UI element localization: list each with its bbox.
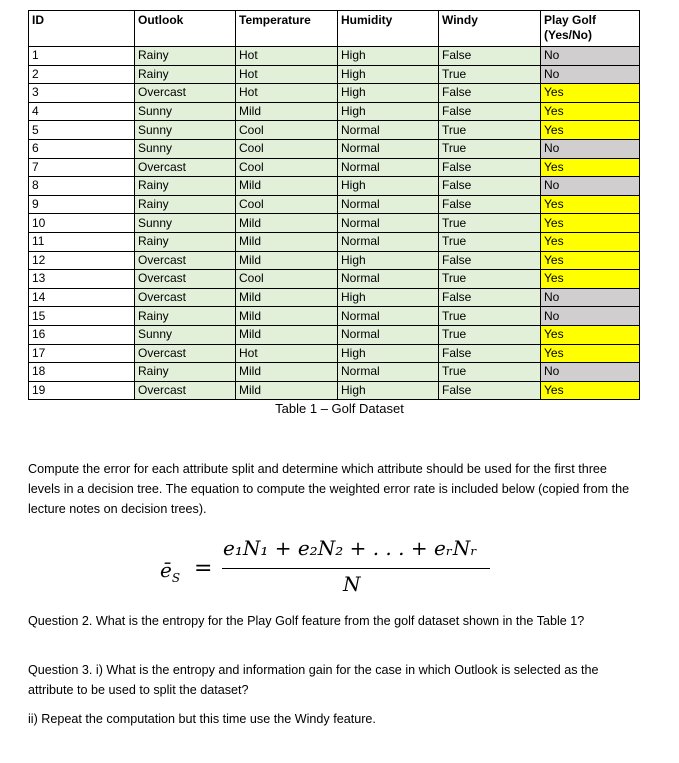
cell-temperature: Hot [236,344,338,363]
header-windy: Windy [439,11,541,47]
formula-fraction-bar [222,568,490,569]
cell-play-golf: Yes [541,251,640,270]
cell-windy: False [439,158,541,177]
cell-humidity: Normal [338,307,439,326]
question-3-part-i: Question 3. i) What is the entropy and information gain for the case in which Outlook is selected as the attribute to be used to split the dataset? [28,663,599,697]
table-row [29,344,640,363]
cell-id: 11 [29,232,135,251]
cell-temperature: Mild [236,232,338,251]
cell-temperature: Hot [236,84,338,103]
cell-windy: False [439,195,541,214]
cell-id: 10 [29,214,135,233]
cell-windy: True [439,139,541,158]
cell-play-golf: Yes [541,232,640,251]
cell-outlook: Rainy [135,47,236,66]
cell-humidity: High [338,288,439,307]
cell-humidity: Normal [338,363,439,382]
cell-temperature: Hot [236,65,338,84]
cell-windy: False [439,102,541,121]
cell-temperature: Mild [236,214,338,233]
cell-temperature: Cool [236,139,338,158]
cell-outlook: Overcast [135,270,236,289]
cell-humidity: High [338,381,439,400]
cell-play-golf: Yes [541,325,640,344]
header-humidity: Humidity [338,11,439,47]
cell-outlook: Overcast [135,288,236,307]
cell-temperature: Cool [236,270,338,289]
header-id: ID [29,11,135,47]
question-3-part-ii: ii) Repeat the computation but this time use the Windy feature. [28,712,376,726]
header-temperature: Temperature [236,11,338,47]
cell-outlook: Rainy [135,195,236,214]
formula-lhs-subscript: S [171,571,181,585]
cell-id: 19 [29,381,135,400]
cell-outlook: Overcast [135,381,236,400]
question-2: Question 2. What is the entropy for the Play Golf feature from the golf dataset shown in the Table 1? [28,614,585,628]
header-outlook: Outlook [135,11,236,47]
cell-humidity: High [338,251,439,270]
table-row [29,195,640,214]
intro-paragraph: Compute the error for each attribute split and determine which attribute should be used for the first three levels in a decision tree. The equation to compute the weighted error rate is included below (copied from the lecture notes on decision trees). [28,462,630,516]
cell-id: 12 [29,251,135,270]
header-play-golf-label: Play Golf [544,13,597,27]
table-header-row [29,11,640,47]
cell-play-golf: No [541,307,640,326]
cell-play-golf: No [541,139,640,158]
cell-outlook: Sunny [135,325,236,344]
cell-windy: True [439,121,541,140]
cell-play-golf: No [541,65,640,84]
cell-humidity: High [338,47,439,66]
cell-temperature: Mild [236,381,338,400]
cell-temperature: Cool [236,121,338,140]
cell-outlook: Rainy [135,363,236,382]
table-row [29,270,640,289]
table-row [29,232,640,251]
cell-outlook: Rainy [135,177,236,196]
formula-numerator: e₁N₁ + e₂N₂ + . . . + eᵣNᵣ [223,536,478,560]
cell-windy: False [439,344,541,363]
table-row [29,288,640,307]
cell-id: 9 [29,195,135,214]
cell-outlook: Sunny [135,102,236,121]
cell-play-golf: Yes [541,381,640,400]
cell-play-golf: Yes [541,102,640,121]
golf-dataset-table [28,10,640,400]
cell-windy: False [439,381,541,400]
cell-windy: False [439,47,541,66]
cell-play-golf: Yes [541,158,640,177]
cell-windy: True [439,214,541,233]
cell-play-golf: Yes [541,344,640,363]
table-row [29,84,640,103]
cell-temperature: Cool [236,195,338,214]
cell-humidity: Normal [338,195,439,214]
cell-windy: False [439,251,541,270]
cell-windy: True [439,232,541,251]
table-row [29,251,640,270]
table-row [29,325,640,344]
cell-outlook: Overcast [135,344,236,363]
cell-outlook: Overcast [135,158,236,177]
table-body [29,47,640,400]
table-row [29,381,640,400]
formula-denominator: N [343,572,361,596]
cell-humidity: High [338,102,439,121]
cell-windy: True [439,65,541,84]
cell-humidity: High [338,177,439,196]
cell-humidity: Normal [338,214,439,233]
table-row [29,47,640,66]
cell-humidity: Normal [338,232,439,251]
cell-id: 17 [29,344,135,363]
cell-id: 18 [29,363,135,382]
cell-outlook: Sunny [135,139,236,158]
cell-outlook: Rainy [135,307,236,326]
cell-windy: True [439,307,541,326]
cell-play-golf: Yes [541,84,640,103]
header-play-golf-sub: (Yes/No) [544,28,593,42]
cell-windy: False [439,84,541,103]
cell-play-golf: Yes [541,121,640,140]
cell-id: 15 [29,307,135,326]
cell-play-golf: No [541,288,640,307]
table-row [29,158,640,177]
cell-humidity: High [338,344,439,363]
cell-id: 13 [29,270,135,289]
cell-id: 14 [29,288,135,307]
cell-outlook: Overcast [135,84,236,103]
table-row [29,102,640,121]
cell-humidity: High [338,84,439,103]
cell-temperature: Mild [236,363,338,382]
cell-id: 7 [29,158,135,177]
cell-outlook: Rainy [135,65,236,84]
cell-humidity: Normal [338,158,439,177]
cell-temperature: Mild [236,307,338,326]
cell-play-golf: No [541,177,640,196]
cell-humidity: Normal [338,139,439,158]
cell-id: 3 [29,84,135,103]
cell-play-golf: No [541,47,640,66]
cell-play-golf: No [541,363,640,382]
cell-outlook: Rainy [135,232,236,251]
table-row [29,139,640,158]
cell-windy: True [439,363,541,382]
cell-play-golf: Yes [541,195,640,214]
formula-equals: = [194,556,213,581]
cell-play-golf: Yes [541,214,640,233]
formula-lhs: $ē_S$ [160,558,181,585]
cell-id: 16 [29,325,135,344]
table-row [29,121,640,140]
table-row [29,177,640,196]
cell-temperature: Hot [236,47,338,66]
cell-windy: False [439,177,541,196]
cell-id: 5 [29,121,135,140]
cell-temperature: Cool [236,158,338,177]
cell-windy: True [439,270,541,289]
cell-windy: False [439,288,541,307]
cell-play-golf: Yes [541,270,640,289]
table-caption: Table 1 – Golf Dataset [275,401,404,416]
cell-id: 2 [29,65,135,84]
cell-temperature: Mild [236,288,338,307]
table-row [29,307,640,326]
cell-temperature: Mild [236,251,338,270]
cell-outlook: Sunny [135,214,236,233]
cell-humidity: Normal [338,325,439,344]
table-row [29,363,640,382]
table-row [29,214,640,233]
cell-temperature: Mild [236,177,338,196]
cell-temperature: Mild [236,102,338,121]
cell-humidity: Normal [338,270,439,289]
header-play-golf [541,11,640,47]
cell-outlook: Overcast [135,251,236,270]
cell-humidity: High [338,65,439,84]
cell-id: 6 [29,139,135,158]
table-row [29,65,640,84]
cell-humidity: Normal [338,121,439,140]
cell-id: 1 [29,47,135,66]
cell-outlook: Sunny [135,121,236,140]
cell-windy: True [439,325,541,344]
cell-temperature: Mild [236,325,338,344]
cell-id: 8 [29,177,135,196]
cell-id: 4 [29,102,135,121]
